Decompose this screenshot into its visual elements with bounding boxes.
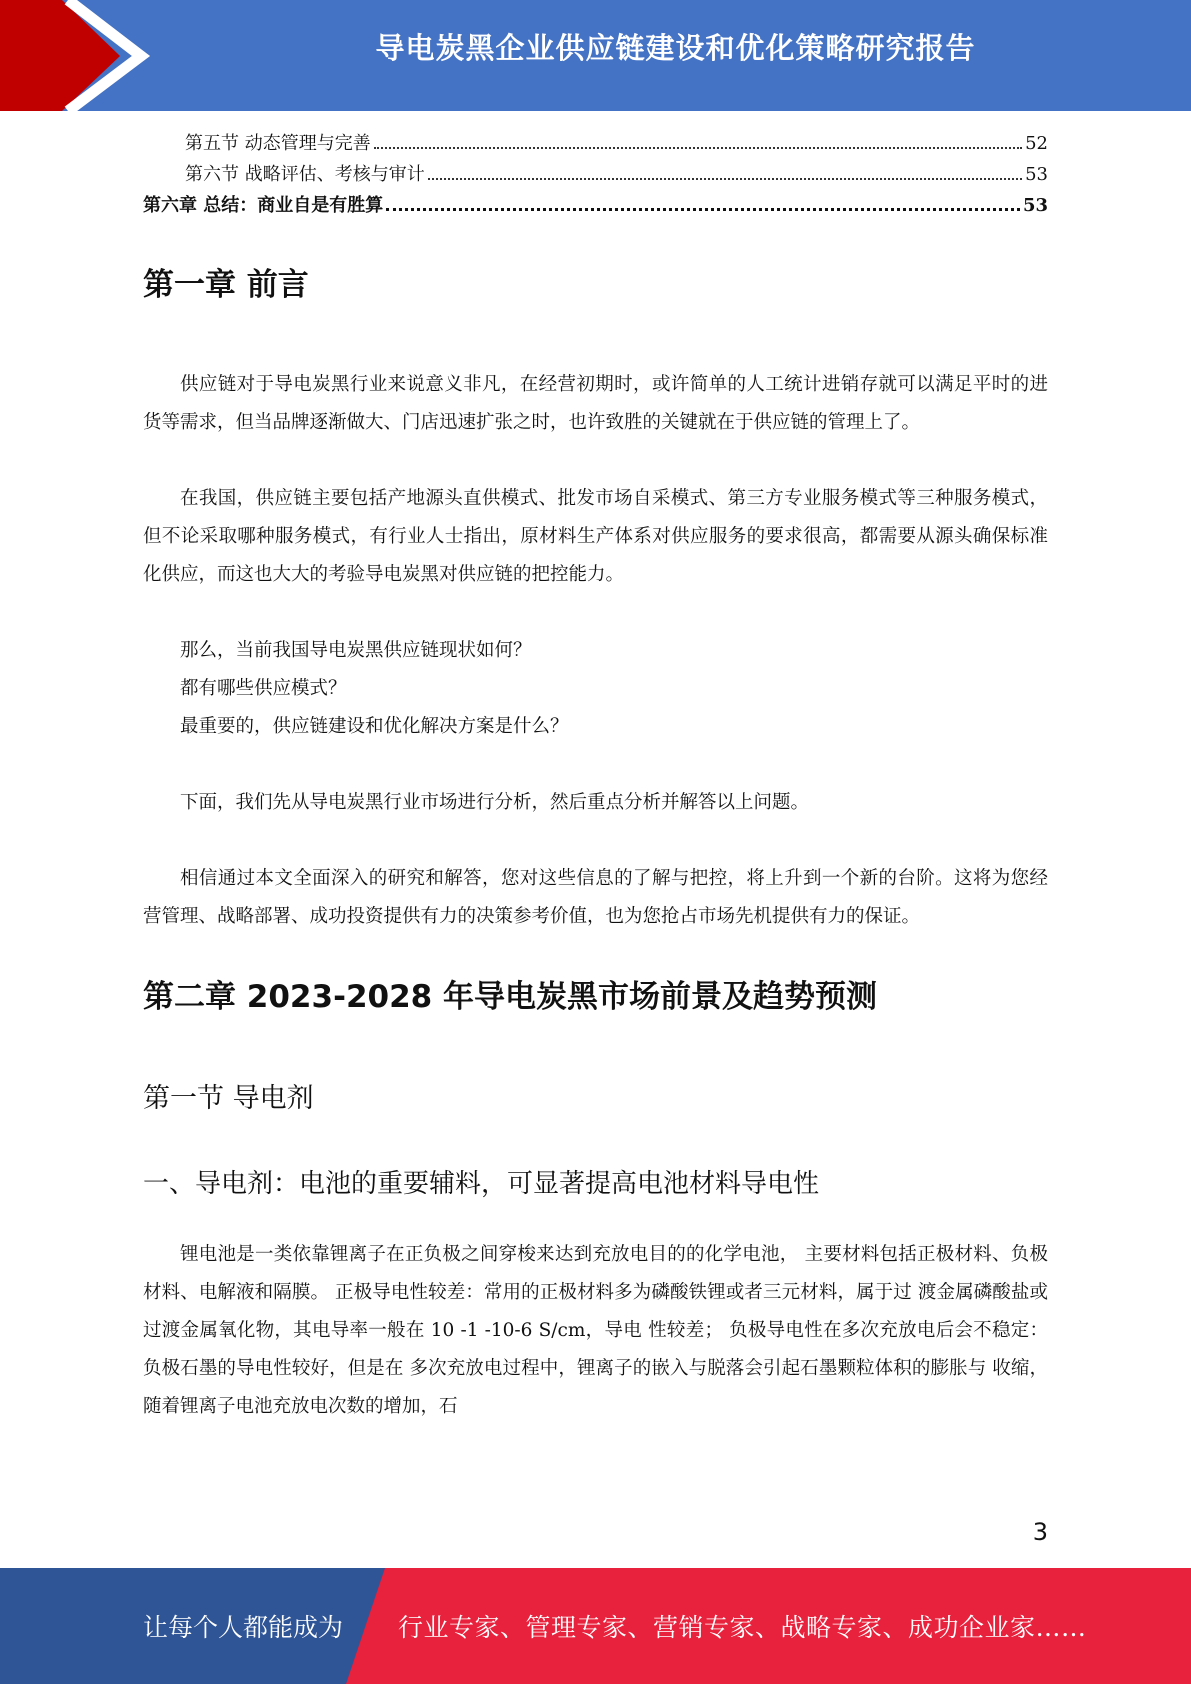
chapter-1-paragraph: 在我国，供应链主要包括产地源头直供模式、批发市场自采模式、第三方专业服务模式等三种服务模式，但不论采取哪种服务模式，有行业人士指出，原材料生产体系对供应服务的要求很高，都需要从源头确保标准化供应，而这也大大的考验导电炭黑对供应链的把控能力。	[143, 488, 1048, 585]
toc-entry-page: 52	[1025, 133, 1048, 154]
footer-slogan-right: 行业专家、管理专家、营销专家、战略专家、成功企业家……	[398, 1613, 1087, 1642]
section-heading: 第一节 导电剂	[143, 1083, 314, 1114]
subsection-heading: 一、导电剂：电池的重要辅料，可显著提高电池材料导电性	[143, 1169, 820, 1199]
chapter-1-question: 都有哪些供应模式？	[180, 678, 347, 699]
report-title: 导电炭黑企业供应链建设和优化策略研究报告	[375, 31, 976, 65]
red-chevron-shape	[0, 0, 120, 111]
chapter-1-question: 最重要的，供应链建设和优化解决方案是什么？	[180, 716, 569, 737]
chapter-1-paragraph: 下面，我们先从导电炭黑行业市场进行分析，然后重点分析并解答以上问题。	[180, 792, 810, 813]
page-header	[0, 0, 1191, 111]
table-of-contents	[143, 128, 1048, 221]
page-number: 3	[1032, 1518, 1048, 1546]
main-content	[143, 258, 1048, 1426]
toc-entry[interactable]	[143, 128, 1048, 159]
toc-entry-title: 第六节 战略评估、考核与审计	[185, 164, 425, 185]
chapter-2-heading: 第二章 2023-2028 年导电炭黑市场前景及趋势预测	[143, 979, 878, 1015]
page-footer	[0, 1568, 1191, 1684]
chapter-1-question: 那么，当前我国导电炭黑供应链现状如何？	[180, 640, 532, 661]
toc-entry-title: 第六章 总结：商业自是有胜算	[143, 195, 384, 216]
toc-dot-leader	[374, 147, 1022, 149]
chapter-1-paragraph: 供应链对于导电炭黑行业来说意义非凡，在经营初期时，或许简单的人工统计进销存就可以满足平时的进货等需求，但当品牌逐渐做大、门店迅速扩张之时，也许致胜的关键就在于供应链的管理上了。	[143, 374, 1048, 433]
chapter-1-heading: 第一章 前言	[143, 267, 309, 303]
toc-entry-page: 53	[1022, 195, 1048, 216]
toc-dot-leader	[428, 178, 1022, 180]
toc-entry[interactable]	[143, 190, 1048, 221]
toc-entry-title: 第五节 动态管理与完善	[185, 133, 371, 154]
chapter-1-paragraph: 相信通过本文全面深入的研究和解答，您对这些信息的了解与把控，将上升到一个新的台阶。这将为您经营管理、战略部署、成功投资提供有力的决策参考价值，也为您抢占市场先机提供有力的保证。	[143, 868, 1048, 927]
toc-dot-leader	[386, 208, 1020, 211]
chapter-2-paragraph: 锂电池是一类依靠锂离子在正负极之间穿梭来达到充放电目的的化学电池， 主要材料包括正极材料、负极材料、电解液和隔膜。 正极导电性较差：常用的正极材料多为磷酸铁锂或者三元材料，属于过 渡金属磷酸盐或过渡金属氧化物，其电导率一般在 10 -1 -10-6 S/cm，导电 性较差； 负极导电性在多次充放电后会不稳定：负极石墨的导电性较好，但是在 多次充放电过程中，锂离子的嵌入与脱落会引起石墨颗粒体积的膨胀与 收缩，随着锂离子电池充放电次数的增加，石	[143, 1244, 1048, 1417]
toc-entry-page: 53	[1025, 164, 1048, 185]
footer-slogan-left: 让每个人都能成为	[143, 1613, 344, 1642]
toc-entry[interactable]	[143, 159, 1048, 190]
